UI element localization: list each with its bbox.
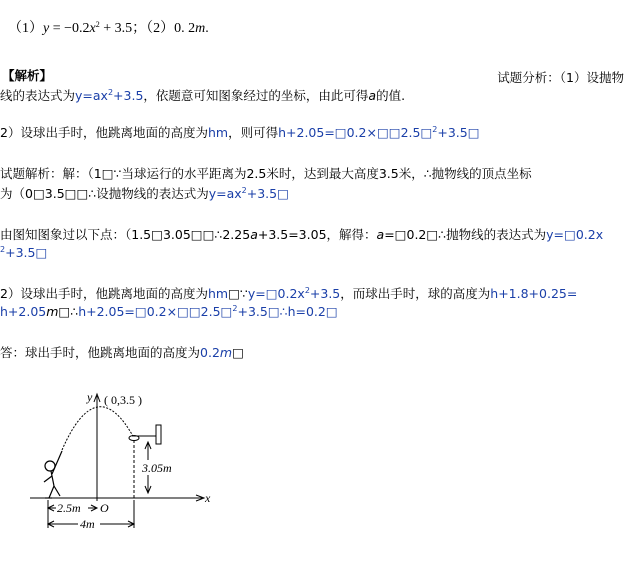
formula-pre: y=□0.2x — [247, 286, 305, 301]
analysis-heading: 【解析】 — [2, 68, 53, 83]
part1-label: （1） — [8, 21, 43, 36]
formula-exp: 2 — [304, 286, 310, 295]
analysis3-var: hm — [207, 125, 229, 140]
formula-exp: 2 — [107, 88, 114, 97]
part2-2-text-a: h+2.05 — [0, 304, 47, 319]
formula-post: +3.5□ — [246, 186, 289, 201]
part2-var: hm — [207, 286, 229, 301]
backboard — [156, 425, 161, 444]
answer-sep: ；（2）0. 2 — [132, 21, 196, 36]
final-text-a: 答：球出手时，他跳离地面的高度为 — [0, 345, 201, 360]
formula-pre: h+2.05=□0.2×□□2.5□ — [278, 125, 433, 140]
part2-formula — [248, 286, 340, 301]
final-end: □ — [232, 345, 244, 360]
eq-tail: + 3.5 — [99, 21, 133, 36]
solution2-formula — [209, 186, 289, 201]
eq-var: x — [89, 21, 96, 36]
solution-line-1: 试题解析：解：（1□∵当球运行的水平距离为2.5米时，达到最大高度3.5米，∴抛物线的顶点坐标 — [0, 166, 532, 181]
part2-text-d: h+1.8+0.25= — [490, 286, 578, 301]
analysis-right: 试题分析：（1）设抛物 — [497, 70, 624, 85]
part2-text-c: ，而球出手时，球的高度为 — [340, 286, 491, 301]
solution2-text-a: 为（0□3.5□□∴设抛物线的表达式为 — [0, 186, 209, 201]
final-unit: m — [219, 345, 233, 360]
origin-label: O — [100, 501, 109, 515]
formula-post: +3.5 — [113, 88, 144, 103]
part2-2-text-b: □∴ — [58, 304, 79, 319]
formula-exp: 2 — [432, 125, 438, 134]
analysis-formula — [75, 88, 143, 103]
part2-2-formula — [78, 304, 337, 319]
part2-line-1 — [0, 286, 577, 302]
formula-post: +3.5□ — [437, 125, 480, 140]
vertex-label: ( 0,3.5 ) — [104, 393, 142, 407]
formula-exp: 2 — [232, 304, 238, 313]
dim-4-label: 4m — [80, 517, 95, 531]
formula-pre: y=ax — [75, 88, 108, 103]
formula-pre: y=ax — [208, 186, 242, 201]
dim-2-5-label: 2.5m — [57, 501, 81, 515]
analysis3-formula — [278, 125, 479, 140]
answer-line — [8, 21, 209, 37]
part2-2-unit: m — [46, 304, 59, 319]
part2-line-2 — [0, 304, 338, 320]
eq-exp: 2 — [95, 20, 100, 29]
formula-post: +3.5 — [309, 286, 341, 301]
points-text-a: 由图知图象过以下点：（1.5□3.05□□∴2.25 — [0, 227, 251, 242]
analysis-var: a — [368, 88, 377, 103]
final-line — [0, 345, 244, 361]
height-label: 3.05m — [142, 461, 172, 475]
analysis3-text-a: 2）设球出手时，他跳离地面的高度为 — [0, 125, 208, 140]
trajectory-figure — [24, 388, 254, 553]
points-line-1 — [0, 227, 603, 243]
formula-post: +3.5□∴h=0.2□ — [237, 304, 338, 319]
points-line-2 — [0, 245, 47, 261]
points-text-b: +3.5=3.05，解得： — [257, 227, 377, 242]
points-var-a: a — [250, 227, 258, 242]
formula-pre: h+2.05=□0.2×□□2.5□ — [78, 304, 233, 319]
analysis-line-2 — [0, 88, 405, 104]
solution-line-2 — [0, 186, 289, 202]
analysis-line-3 — [0, 125, 480, 141]
answer-unit: m — [195, 21, 206, 36]
player-arm-2 — [44, 476, 52, 482]
points-exp: 2 — [0, 245, 6, 254]
analysis-text-b: ，依题意可知图象经过的坐标，由此可得 — [143, 88, 369, 103]
player-leg-2 — [54, 486, 60, 496]
part2-text-a: 2）设球出手时，他跳离地面的高度为 — [0, 286, 208, 301]
analysis-text-c: 的值. — [376, 88, 406, 103]
points-var-a2: a — [376, 227, 385, 242]
analysis3-text-b: ，则可得 — [228, 125, 279, 140]
analysis-text-a: 线的表达式为 — [0, 88, 76, 103]
player-leg-1 — [49, 486, 54, 498]
answer-end: . — [205, 21, 209, 36]
final-value: 0.2 — [200, 345, 220, 360]
points-text-c: =□0.2□∴抛物线的表达式为 — [384, 227, 547, 242]
ball-trajectory — [62, 407, 134, 450]
y-axis-label: y — [87, 390, 93, 404]
part2-text-b: □∵ — [228, 286, 248, 301]
formula-exp: 2 — [241, 186, 247, 195]
eq-lhs: y — [43, 21, 50, 36]
player-figure — [44, 451, 62, 498]
points-formula: y=□0.2x — [546, 227, 604, 242]
points-post: +3.5□ — [5, 245, 48, 260]
eq-mid: = −0.2 — [49, 21, 90, 36]
x-axis-label: x — [205, 491, 211, 505]
